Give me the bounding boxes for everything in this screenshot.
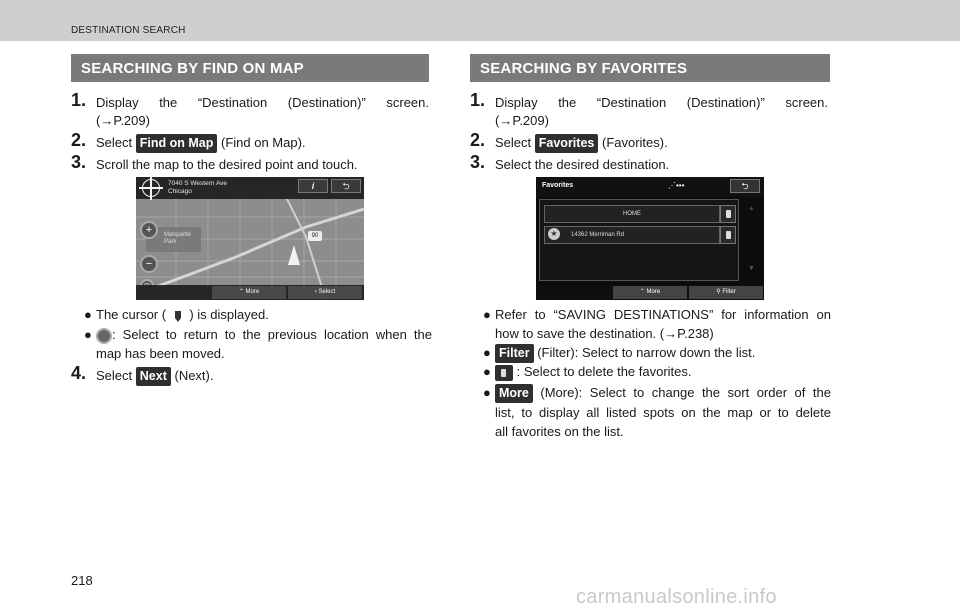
step-text-post: (Favorites). bbox=[601, 135, 668, 150]
right-section-heading: SEARCHING BY FAVORITES bbox=[470, 54, 830, 82]
step-number: 1. bbox=[71, 90, 87, 110]
right-bullet-1: ● Refer to “SAVING DESTINATIONS” for information on how to save the destination. (→P.238) bbox=[483, 307, 831, 341]
step-number: 3. bbox=[470, 152, 486, 172]
left-bullet-1: ● The cursor ( ) is displayed. bbox=[84, 307, 269, 322]
step-text: Display the “Destination (Destination)” screen. bbox=[96, 95, 429, 110]
trash-icon[interactable] bbox=[720, 226, 736, 244]
page-number: 218 bbox=[71, 573, 93, 588]
favorites-list bbox=[539, 199, 739, 281]
step-number: 2. bbox=[470, 130, 486, 150]
step-number: 1. bbox=[470, 90, 486, 110]
find-on-map-button-label: Find on Map bbox=[136, 134, 218, 153]
left-step-3 bbox=[71, 152, 431, 176]
step-number: 3. bbox=[71, 152, 87, 172]
step-text-pre: Select bbox=[495, 135, 532, 150]
star-icon: ★ bbox=[548, 228, 560, 240]
step-text-post: (Find on Map). bbox=[221, 135, 306, 150]
sort-icon[interactable]: ⋰••• bbox=[668, 181, 685, 190]
favorites-title: Favorites bbox=[542, 182, 574, 189]
info-button[interactable]: i bbox=[298, 179, 328, 193]
route-badge: 90 bbox=[308, 231, 322, 241]
favorites-footer bbox=[536, 285, 764, 300]
left-bullet-2: ● : Select to return to the previous location when the map has been moved. bbox=[84, 327, 432, 361]
map-header bbox=[136, 177, 364, 199]
step-text-post: (Next). bbox=[174, 368, 214, 383]
select-button[interactable]: › Select bbox=[288, 286, 362, 299]
map-address bbox=[168, 180, 227, 196]
left-step-2 bbox=[71, 130, 431, 154]
step-text-pre: Select bbox=[96, 368, 133, 383]
step-ref: (→P.209) bbox=[96, 113, 150, 128]
back-button[interactable]: ⮌ bbox=[331, 179, 361, 193]
street-label: Park bbox=[164, 239, 177, 245]
step-text: Display the “Destination (Destination)” screen. bbox=[495, 95, 828, 110]
page-header-title: DESTINATION SEARCH bbox=[71, 25, 186, 36]
city-line: Chicago bbox=[168, 188, 192, 195]
step-ref: (→P.209) bbox=[495, 113, 549, 128]
list-item-label: 14362 Merriman Rd bbox=[571, 232, 625, 238]
crosshair-icon bbox=[142, 179, 160, 197]
filter-button[interactable]: ⚲ Filter bbox=[689, 286, 763, 299]
return-location-icon bbox=[96, 328, 112, 344]
back-button[interactable]: ⮌ bbox=[730, 179, 760, 193]
step-number: 4. bbox=[71, 363, 87, 383]
trash-icon bbox=[495, 365, 513, 381]
bullet-text: (Filter): Select to narrow down the list. bbox=[537, 345, 756, 360]
right-step-3 bbox=[470, 152, 832, 176]
step-number: 2. bbox=[71, 130, 87, 150]
step-text-pre: Select bbox=[96, 135, 133, 150]
more-button-label: More bbox=[495, 384, 533, 403]
watermark: carmanualsonline.info bbox=[576, 586, 777, 608]
next-button-label: Next bbox=[136, 367, 171, 386]
list-item[interactable] bbox=[544, 226, 720, 244]
bullet-text-post: ) is displayed. bbox=[189, 307, 269, 322]
bullet-text: : Select to delete the favorites. bbox=[516, 364, 692, 379]
favorites-button-label: Favorites bbox=[535, 134, 599, 153]
trash-icon[interactable] bbox=[720, 205, 736, 223]
right-bullet-4: ● More (More): Select to change the sort order of the list, to display all listed spots on the map or to delete all favorites on the list. bbox=[483, 385, 831, 439]
bullet-text-line3: all favorites on the list. bbox=[495, 424, 624, 439]
left-step-4 bbox=[71, 363, 431, 387]
favorites-header bbox=[536, 177, 764, 197]
left-step-1 bbox=[71, 90, 431, 130]
scroll-down-icon[interactable]: ▼ bbox=[748, 265, 755, 272]
zoom-in-icon[interactable]: + bbox=[140, 221, 158, 239]
step-text: Select the desired destination. bbox=[495, 157, 670, 172]
bullet-text-line2: list, to display all listed spots on the map or to delete bbox=[495, 405, 831, 420]
bullet-text-line2: how to save the destination. (→P.238) bbox=[495, 326, 714, 341]
bullet-text-line2: map has been moved. bbox=[96, 346, 225, 361]
list-item[interactable] bbox=[544, 205, 720, 223]
filter-button-label: Filter bbox=[495, 344, 534, 363]
page-header-bar bbox=[0, 0, 960, 41]
cursor-icon bbox=[170, 308, 186, 324]
street-label: Marquette bbox=[164, 232, 192, 238]
zoom-out-icon[interactable]: − bbox=[140, 255, 158, 273]
list-item-label: HOME bbox=[623, 211, 641, 217]
scroll-up-icon[interactable]: ▲ bbox=[748, 205, 755, 212]
more-button[interactable]: ⌃ More bbox=[613, 286, 687, 299]
right-step-1 bbox=[470, 90, 832, 130]
favorites-screenshot bbox=[536, 177, 764, 300]
map-screenshot bbox=[136, 177, 364, 300]
bullet-text-line1: : Select to return to the previous location when the bbox=[112, 327, 432, 342]
left-section-heading: SEARCHING BY FIND ON MAP bbox=[71, 54, 429, 82]
address-line: 7040 S Western Ave bbox=[168, 180, 228, 187]
step-text: Scroll the map to the desired point and touch. bbox=[96, 157, 358, 172]
bullet-text-line1: (More): Select to change the sort order of the bbox=[540, 385, 831, 400]
right-step-2 bbox=[470, 130, 832, 154]
bullet-text-line1: Refer to “SAVING DESTINATIONS” for information on bbox=[495, 307, 831, 322]
map-footer bbox=[136, 285, 364, 300]
bullet-text-pre: The cursor ( bbox=[96, 307, 167, 322]
more-button[interactable]: ⌃ More bbox=[212, 286, 286, 299]
right-bullet-2: ● Filter (Filter): Select to narrow down the list. bbox=[483, 343, 831, 363]
right-bullet-3: ● : Select to delete the favorites. bbox=[483, 364, 692, 379]
